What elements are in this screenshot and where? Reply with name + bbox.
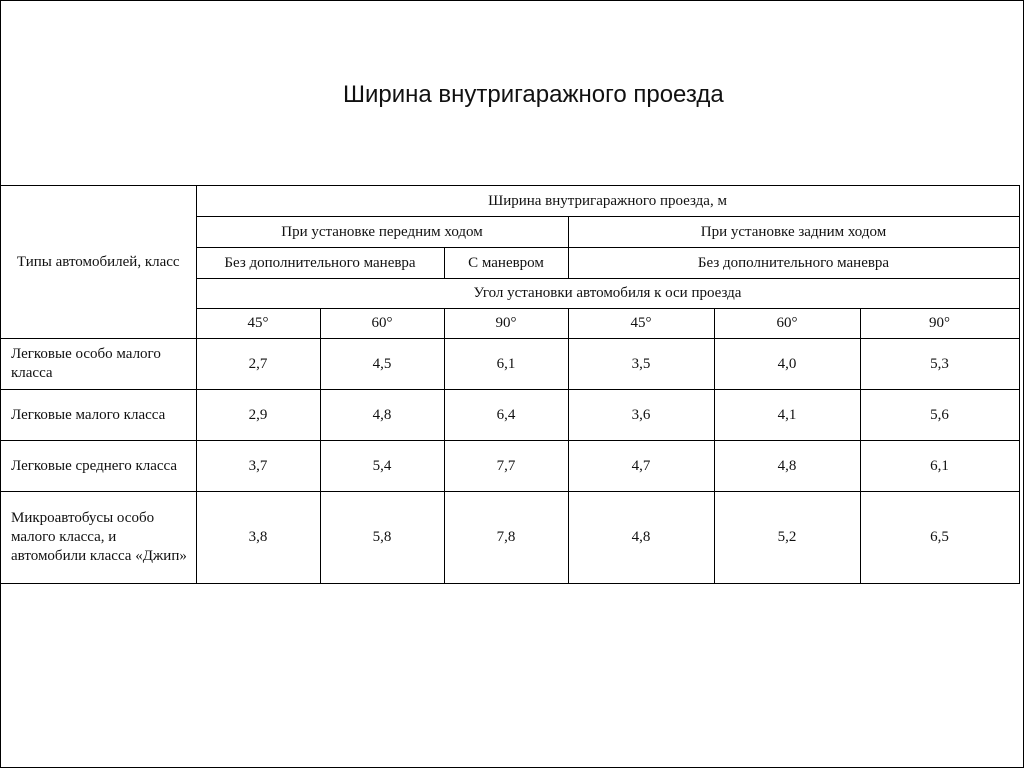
value-cell: 4,7 (568, 441, 714, 492)
table-row (1, 441, 1019, 492)
angle-cell: 90° (444, 309, 568, 339)
value-cell: 3,7 (196, 441, 320, 492)
aisle-width-header: Ширина внутригаражного проезда, м (196, 186, 1019, 217)
value-cell: 5,3 (860, 339, 1019, 390)
angle-cell: 45° (196, 309, 320, 339)
angle-cell: 90° (860, 309, 1019, 339)
row-label: Легковые особо малого класса (1, 339, 196, 390)
value-cell: 7,8 (444, 492, 568, 584)
value-cell: 4,8 (320, 390, 444, 441)
table-row (1, 492, 1019, 584)
value-cell: 4,5 (320, 339, 444, 390)
value-cell: 6,4 (444, 390, 568, 441)
front-no-maneuver-header: Без дополнительного маневра (196, 248, 444, 279)
value-cell: 5,6 (860, 390, 1019, 441)
angle-cell: 60° (714, 309, 860, 339)
value-cell: 4,0 (714, 339, 860, 390)
front-with-maneuver-header: С маневром (444, 248, 568, 279)
table-row (1, 339, 1019, 390)
value-cell: 3,5 (568, 339, 714, 390)
value-cell: 4,8 (714, 441, 860, 492)
row-label: Легковые малого класса (1, 390, 196, 441)
value-cell: 6,1 (860, 441, 1019, 492)
slide-title: Ширина внутригаражного проезда (343, 81, 724, 108)
value-cell: 6,5 (860, 492, 1019, 584)
angle-cell: 45° (568, 309, 714, 339)
rear-no-maneuver-header: Без дополнительного маневра (568, 248, 1019, 279)
row-label: Микроавтобусы особо малого класса, и автомобили класса «Джип» (1, 492, 196, 584)
value-cell: 5,8 (320, 492, 444, 584)
value-cell: 7,7 (444, 441, 568, 492)
value-cell: 4,8 (568, 492, 714, 584)
rear-entry-header: При установке задним ходом (568, 217, 1019, 248)
value-cell: 5,4 (320, 441, 444, 492)
value-cell: 4,1 (714, 390, 860, 441)
angle-header: Угол установки автомобиля к оси проезда (196, 279, 1019, 309)
value-cell: 3,8 (196, 492, 320, 584)
angle-cell: 60° (320, 309, 444, 339)
value-cell: 2,9 (196, 390, 320, 441)
value-cell: 5,2 (714, 492, 860, 584)
front-entry-header: При установке передним ходом (196, 217, 568, 248)
value-cell: 6,1 (444, 339, 568, 390)
value-cell: 3,6 (568, 390, 714, 441)
row-label: Легковые среднего класса (1, 441, 196, 492)
parking-aisle-width-table (1, 185, 1020, 584)
value-cell: 2,7 (196, 339, 320, 390)
vehicle-type-header: Типы автомобилей, класс (1, 186, 196, 339)
table-row (1, 390, 1019, 441)
